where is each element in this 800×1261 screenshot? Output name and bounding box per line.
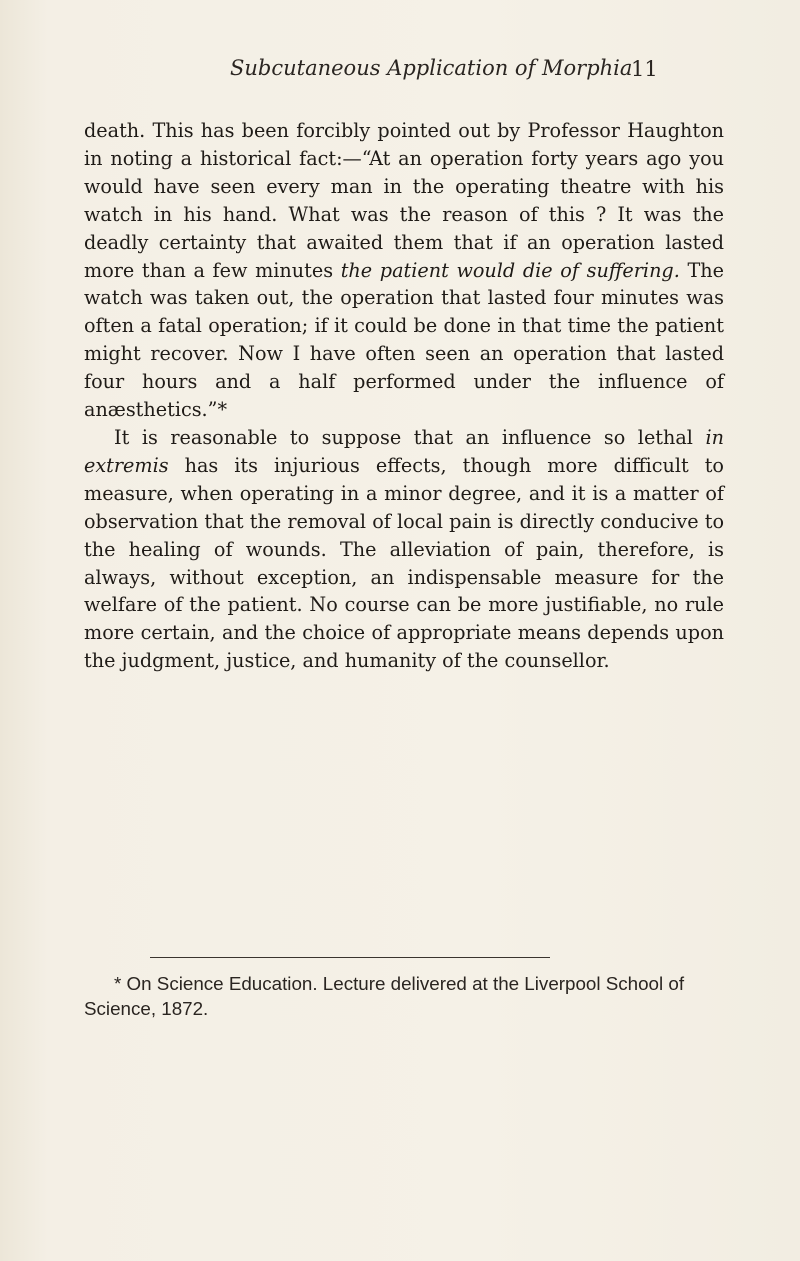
paragraph-1-emphasis: the patient would die of suffering. xyxy=(340,258,680,282)
paragraph-1-text-a: death. This has been forcibly pointed out by Professor Haughton in noting a historical fact:—“At an operation forty years ago you would have seen every man in the operating theatre with his watch in his hand. What was the reason of this ? It was the deadly certainty that awaited them that if an operation lasted more than a few minutes xyxy=(84,119,724,282)
paragraph-2 xyxy=(84,424,724,675)
footnote-text: * On Science Education. Lecture delivered at the Liverpool School of Science, 1872. xyxy=(84,973,685,1019)
paragraph-2-emphasis: in extremis xyxy=(84,425,724,477)
paragraph-1 xyxy=(84,117,724,424)
paragraph-2-text-b: has its injurious effects, though more difficult to measure, when operating in a minor degree, and it is a matter of observation that the removal of local pain is directly conducive to the healing of wounds. The alleviation of pain, therefore, is always, without exception, an indispensable measure for the welfare of the patient. No course can be more justifiable, no rule more certain, and the choice of appropriate means depends upon the judgment, justice, and humanity of the counsellor. xyxy=(84,453,724,673)
paragraph-1-text-b: The watch was taken out, the operation that lasted four minutes was often a fatal operation; if it could be done in that time the patient might recover. Now I have often seen an operation that lasted four hours and a half performed under the influence of anæsthetics.”* xyxy=(84,258,724,422)
paragraph-2-text-a: It is reasonable to suppose that an influence so lethal xyxy=(114,425,706,449)
body-text xyxy=(84,117,724,675)
footnote-divider xyxy=(150,957,550,958)
page-number: 11 xyxy=(631,57,658,81)
running-head-title: Subcutaneous Application of Morphia xyxy=(230,56,633,80)
footnote xyxy=(84,971,724,1021)
